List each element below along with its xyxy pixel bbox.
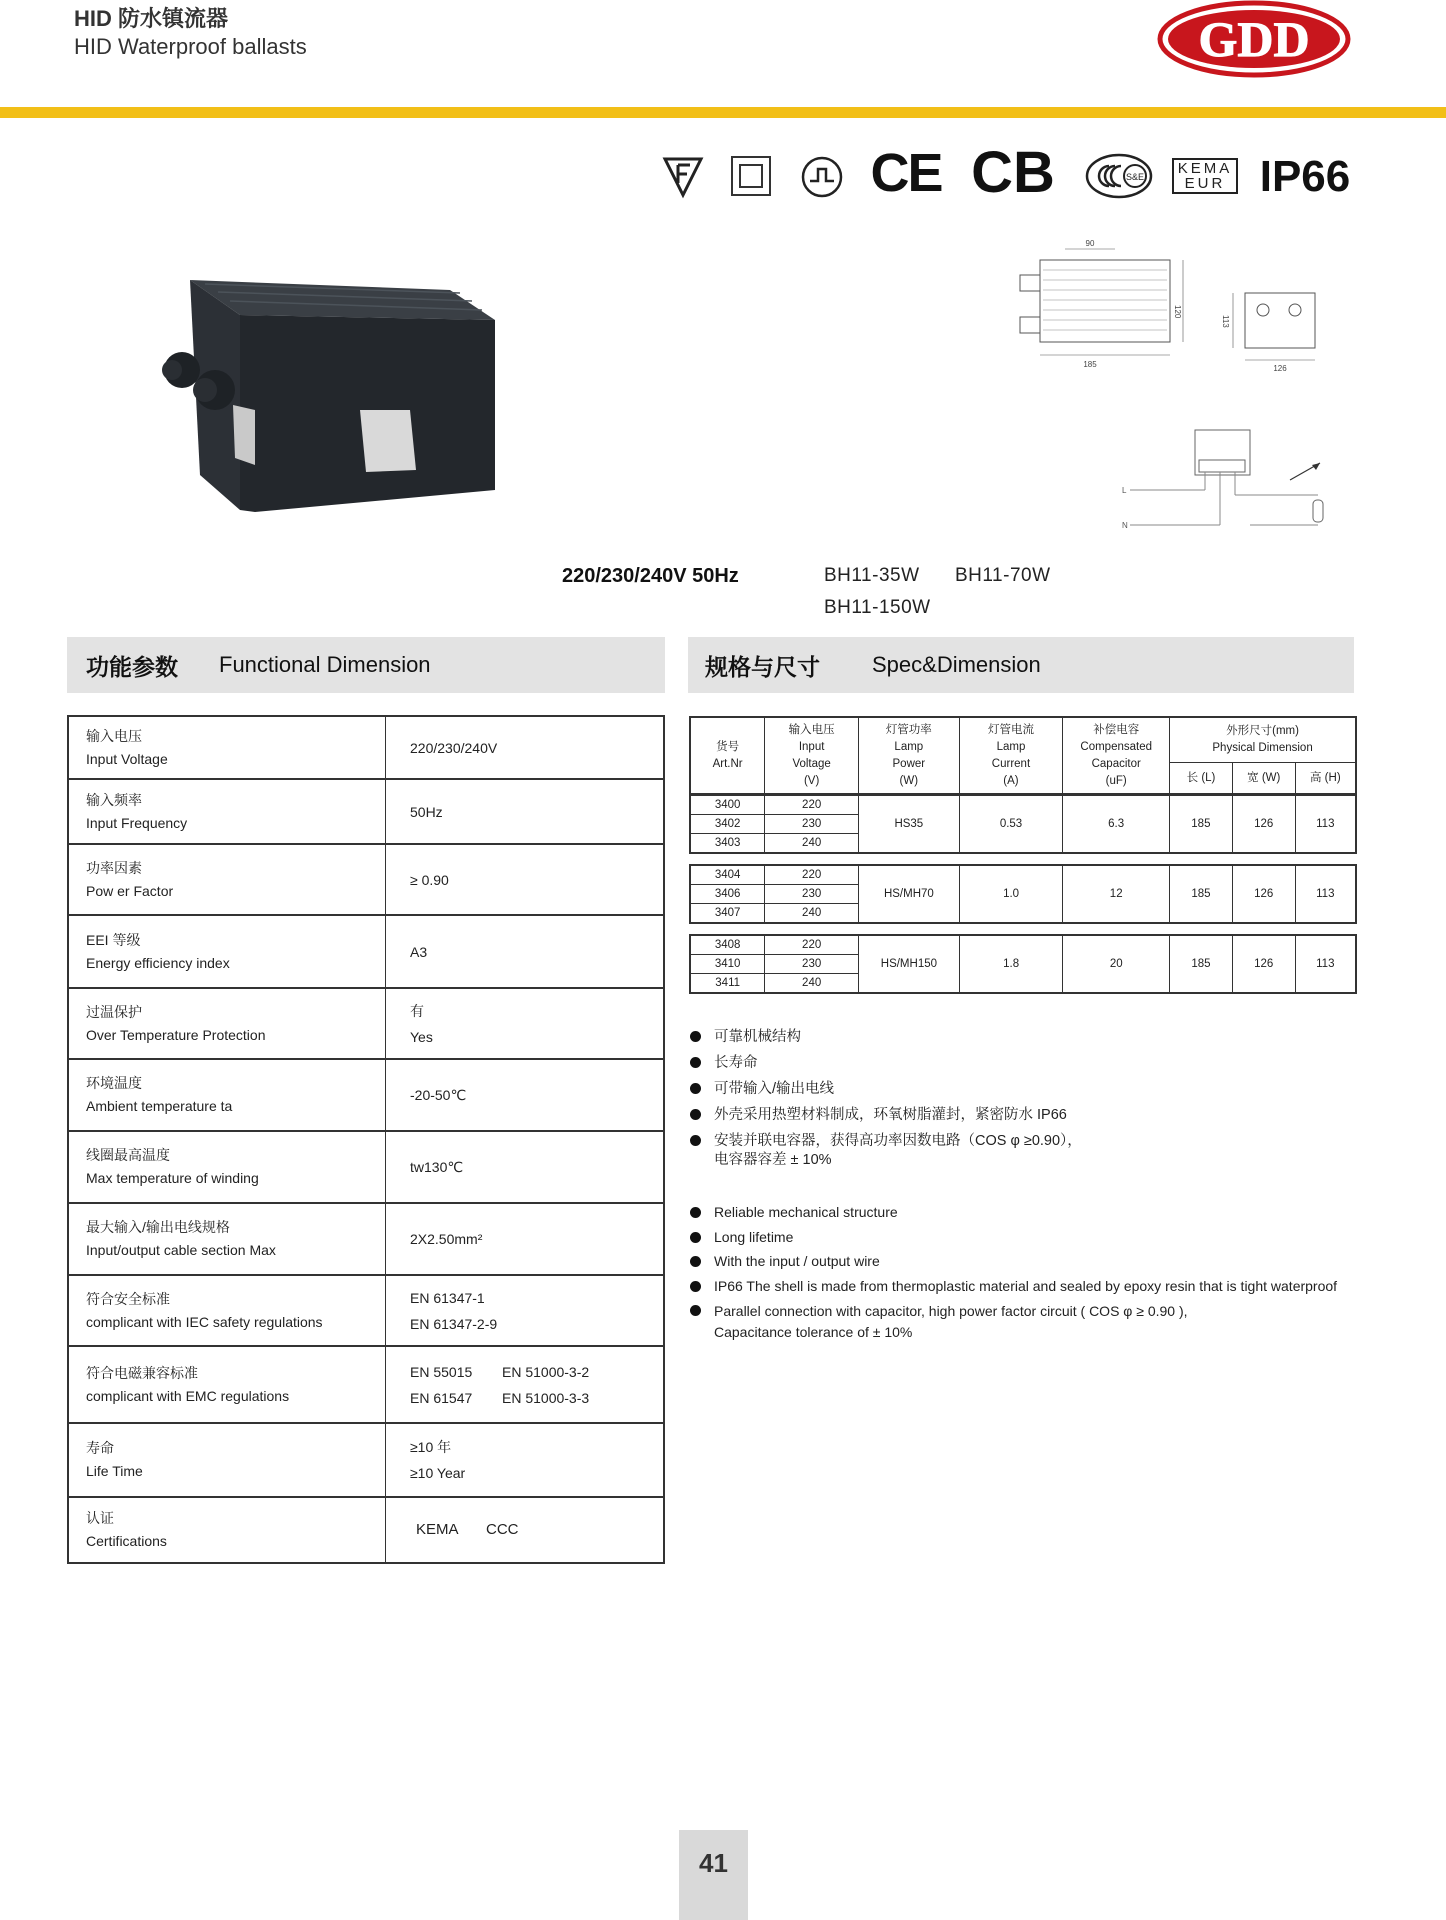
page-number-box bbox=[679, 1830, 748, 1920]
model-35w: BH11-35W bbox=[824, 565, 920, 586]
label-cn: 线圈最高温度 bbox=[86, 1147, 170, 1163]
value-cell bbox=[386, 915, 665, 988]
header-text: 灯管功率 bbox=[885, 723, 932, 736]
art-nr: 3406 bbox=[691, 885, 764, 904]
label-cell bbox=[68, 779, 386, 844]
width-value: 126 bbox=[1232, 796, 1295, 854]
header-art bbox=[690, 717, 765, 794]
label-cn: 功率因素 bbox=[86, 859, 142, 876]
header-text: Input bbox=[798, 740, 825, 753]
spec-header-row bbox=[690, 717, 1356, 763]
label-cell bbox=[68, 844, 386, 915]
height-value: 113 bbox=[1295, 935, 1356, 993]
list-item: With the input / output wire bbox=[690, 1249, 1337, 1274]
value-text: EN 61347-2-9 bbox=[410, 1315, 498, 1332]
value-text: tw130℃ bbox=[410, 1159, 464, 1175]
voltage-value: 220 bbox=[765, 866, 858, 885]
art-nr: 3407 bbox=[714, 907, 741, 919]
table-row bbox=[68, 1275, 664, 1346]
dim-top-label: 90 bbox=[1085, 239, 1095, 248]
capacitor-value: 20 bbox=[1063, 935, 1170, 993]
value-text: ≥10 年 bbox=[410, 1439, 452, 1455]
lamp-power: HS35 bbox=[858, 796, 959, 854]
lamp-power: HS/MH150 bbox=[858, 935, 959, 993]
functional-header-cn: 功能参数 bbox=[86, 653, 178, 680]
ce-mark: CE bbox=[870, 143, 942, 203]
list-item-line: Capacitance tolerance of ± 10% bbox=[714, 1324, 913, 1340]
header-capacitor bbox=[1063, 717, 1170, 794]
label-en: Input/output cable section Max bbox=[86, 1242, 276, 1258]
dim-height-label: 120 bbox=[1173, 305, 1182, 319]
functional-header-en: Functional Dimension bbox=[219, 652, 431, 677]
label-cn: 符合电磁兼容标准 bbox=[86, 1364, 198, 1381]
header-title-en: HID Waterproof ballasts bbox=[74, 34, 307, 59]
voltage-value: 220 bbox=[765, 796, 858, 815]
spec-table bbox=[689, 716, 1357, 994]
label-cell bbox=[68, 1423, 386, 1497]
value-cell bbox=[386, 1131, 665, 1203]
model-150w: BH11-150W bbox=[824, 597, 931, 618]
table-row bbox=[68, 915, 664, 988]
header-height: 高 (H) bbox=[1295, 763, 1356, 795]
voltage-frequency: 220/230/240V 50Hz bbox=[562, 565, 739, 587]
logo-text: GDD bbox=[1198, 11, 1310, 67]
capacitor-value: 12 bbox=[1063, 865, 1170, 923]
table-row bbox=[68, 1346, 664, 1423]
list-item bbox=[690, 1128, 1082, 1170]
dim-length-label: 185 bbox=[1083, 360, 1097, 369]
header-text: Power bbox=[892, 757, 926, 770]
lamp-current: 1.0 bbox=[959, 865, 1063, 923]
list-item-line: 电容器容差 ± 10% bbox=[714, 1152, 832, 1168]
label-en: complicant with IEC safety regulations bbox=[86, 1313, 323, 1330]
label-cell bbox=[68, 988, 386, 1059]
header-width: 宽 (W) bbox=[1232, 763, 1295, 795]
label-cell bbox=[68, 716, 386, 779]
height-value: 113 bbox=[1295, 796, 1356, 854]
spec-dimension-header bbox=[688, 637, 1354, 693]
header-voltage bbox=[765, 717, 859, 794]
art-nr: 3400 bbox=[691, 796, 764, 815]
art-nr: 3403 bbox=[714, 837, 741, 849]
art-nr: 3410 bbox=[691, 955, 764, 974]
spec-header-en: Spec&Dimension bbox=[872, 652, 1041, 677]
header-text: (uF) bbox=[1105, 774, 1127, 787]
header-text: Capacitor bbox=[1091, 757, 1141, 770]
dimension-drawing bbox=[1015, 235, 1335, 375]
double-insulation-icon bbox=[730, 155, 772, 197]
value-text: EN 51000-3-2 bbox=[502, 1363, 590, 1380]
value-cell bbox=[386, 1203, 665, 1275]
table-row bbox=[68, 844, 664, 915]
list-item: Reliable mechanical structure bbox=[690, 1200, 1337, 1225]
label-cn: 输入频率 bbox=[86, 791, 142, 808]
functional-dimension-header bbox=[67, 637, 665, 693]
value-text: EN 51000-3-3 bbox=[502, 1389, 590, 1406]
dim-side-height-label: 113 bbox=[1221, 315, 1230, 328]
height-value: 113 bbox=[1295, 865, 1356, 923]
cccse-label: S&E bbox=[1125, 172, 1145, 182]
value-cell bbox=[386, 1423, 665, 1497]
spec-group-150w bbox=[689, 934, 1357, 994]
list-item: Long lifetime bbox=[690, 1225, 1337, 1250]
wire-l-label: L bbox=[1122, 486, 1127, 495]
kema-mark bbox=[1172, 158, 1238, 194]
table-row bbox=[68, 1131, 664, 1203]
header-current bbox=[959, 717, 1063, 794]
spec-header-cn: 规格与尺寸 bbox=[705, 653, 820, 680]
page-number: 41 bbox=[699, 1848, 728, 1878]
header-length: 长 (L) bbox=[1170, 763, 1233, 795]
label-en: Max temperature of winding bbox=[86, 1170, 259, 1186]
label-en: Input Frequency bbox=[86, 814, 188, 831]
value-cell bbox=[386, 716, 665, 779]
features-en-list bbox=[690, 1200, 1337, 1343]
capacitor-value: 6.3 bbox=[1063, 796, 1170, 854]
header-text: 灯管电流 bbox=[987, 723, 1034, 736]
art-nr: 3404 bbox=[691, 866, 764, 885]
label-en: Certifications bbox=[86, 1533, 167, 1549]
label-en: Ambient temperature ta bbox=[86, 1098, 233, 1114]
art-nr: 3402 bbox=[691, 815, 764, 834]
label-cn: 环境温度 bbox=[86, 1075, 142, 1091]
art-nr: 3411 bbox=[715, 977, 741, 989]
cb-mark: CB bbox=[971, 139, 1055, 205]
model-70w: BH11-70W bbox=[955, 565, 1051, 586]
value-text: CCC bbox=[486, 1521, 519, 1538]
value-cell bbox=[386, 988, 665, 1059]
label-cell bbox=[68, 1275, 386, 1346]
value-cell bbox=[386, 779, 665, 844]
list-item bbox=[690, 1298, 1337, 1343]
list-item: 可靠机械结构 bbox=[690, 1024, 1082, 1050]
list-item-line: Parallel connection with capacitor, high power factor circuit ( COS φ ≥ 0.90 ), bbox=[714, 1303, 1188, 1319]
header-text: Art.Nr bbox=[712, 757, 743, 770]
value-text: Yes bbox=[410, 1028, 433, 1045]
ip66-mark: IP66 bbox=[1259, 152, 1351, 201]
value-text: 有 bbox=[410, 1002, 424, 1019]
header-title-cn: HID 防水镇流器 bbox=[74, 6, 229, 31]
header-text: Lamp bbox=[996, 740, 1026, 753]
table-row bbox=[68, 716, 664, 779]
voltage-value: 220 bbox=[765, 936, 858, 955]
functional-table bbox=[67, 715, 665, 1564]
value-text: EN 55015 bbox=[410, 1363, 473, 1380]
gdd-logo bbox=[1156, 0, 1352, 78]
voltage-value: 230 bbox=[765, 815, 858, 834]
table-row bbox=[68, 1203, 664, 1275]
table-row bbox=[68, 1497, 664, 1563]
header-text: Physical Dimension bbox=[1212, 742, 1313, 754]
kema-bottom-label: EUR bbox=[1184, 175, 1226, 192]
label-cn: 输入电压 bbox=[86, 727, 142, 744]
label-en: Pow er Factor bbox=[86, 882, 174, 899]
header-text: Voltage bbox=[792, 757, 831, 770]
value-text: 2X2.50mm² bbox=[410, 1231, 483, 1247]
art-cell bbox=[690, 865, 765, 923]
header-text: 补偿电容 bbox=[1093, 723, 1140, 736]
label-cn: 认证 bbox=[86, 1510, 114, 1526]
label-cell bbox=[68, 915, 386, 988]
table-row bbox=[68, 779, 664, 844]
list-item: 可带输入/输出电线 bbox=[690, 1076, 1082, 1102]
header-text: Lamp bbox=[894, 740, 924, 753]
voltage-value: 240 bbox=[802, 837, 822, 849]
voltage-value: 230 bbox=[765, 885, 858, 904]
list-item-line: 安装并联电容器，获得高功率因数电路（COS φ ≥0.90）， bbox=[714, 1133, 1082, 1149]
table-row bbox=[68, 988, 664, 1059]
length-value: 185 bbox=[1169, 796, 1232, 854]
wire-n-label: N bbox=[1122, 521, 1128, 530]
table-row bbox=[690, 796, 1356, 854]
product-photo bbox=[160, 260, 520, 520]
header-text: 货号 bbox=[716, 740, 740, 753]
label-en: Energy efficiency index bbox=[86, 954, 230, 971]
thermal-protection-icon bbox=[800, 155, 844, 199]
spec-group-35w bbox=[689, 795, 1357, 854]
label-en: Input Voltage bbox=[86, 750, 168, 767]
voltage-cell bbox=[765, 865, 859, 923]
label-cell bbox=[68, 1346, 386, 1423]
value-cell bbox=[386, 1275, 665, 1346]
value-text: 220/230/240V bbox=[410, 739, 498, 756]
table-row bbox=[68, 1423, 664, 1497]
table-row bbox=[690, 865, 1356, 923]
table-row bbox=[690, 935, 1356, 993]
label-cell bbox=[68, 1203, 386, 1275]
header-text: (V) bbox=[803, 774, 820, 787]
value-cell bbox=[386, 1059, 665, 1131]
voltage-cell bbox=[765, 796, 859, 854]
label-cell bbox=[68, 1131, 386, 1203]
width-value: 126 bbox=[1232, 935, 1295, 993]
label-cn: 符合安全标准 bbox=[86, 1290, 170, 1307]
header-text: (W) bbox=[899, 774, 919, 787]
label-cell bbox=[68, 1497, 386, 1563]
spec-group-70w bbox=[689, 864, 1357, 924]
kema-top-label: KEMA bbox=[1177, 160, 1233, 177]
value-cell bbox=[386, 844, 665, 915]
voltage-value: 230 bbox=[765, 955, 858, 974]
label-en: Life Time bbox=[86, 1463, 143, 1479]
value-text: ≥ 0.90 bbox=[410, 871, 449, 888]
spec-header-table bbox=[689, 716, 1357, 795]
header-text: 外形尺寸(mm) bbox=[1226, 725, 1299, 737]
width-value: 126 bbox=[1232, 865, 1295, 923]
value-text: EN 61547 bbox=[410, 1389, 473, 1406]
value-cell bbox=[386, 1497, 665, 1563]
label-cn: 最大输入/输出电线规格 bbox=[86, 1219, 230, 1235]
wiring-diagram bbox=[1120, 425, 1340, 535]
list-item: 外壳采用热塑材料制成，环氧树脂灌封，紧密防水 IP66 bbox=[690, 1102, 1082, 1128]
header-power bbox=[858, 717, 959, 794]
features-cn-list bbox=[690, 1024, 1082, 1170]
value-text: KEMA bbox=[416, 1521, 459, 1538]
art-nr: 3408 bbox=[691, 936, 764, 955]
label-cn: EEI 等级 bbox=[86, 931, 141, 948]
ccc-mark-icon bbox=[1085, 152, 1153, 200]
label-en: Over Temperature Protection bbox=[86, 1026, 266, 1043]
table-row bbox=[68, 1059, 664, 1131]
value-cell bbox=[386, 1346, 665, 1423]
dim-width-label: 126 bbox=[1273, 364, 1287, 373]
lamp-current: 0.53 bbox=[959, 796, 1063, 854]
list-item: IP66 The shell is made from thermoplastic material and sealed by epoxy resin that is tight waterproof bbox=[690, 1274, 1337, 1299]
length-value: 185 bbox=[1170, 935, 1233, 993]
lamp-current: 1.8 bbox=[959, 935, 1063, 993]
header-text: Current bbox=[991, 757, 1031, 770]
header-text: (A) bbox=[1003, 774, 1019, 787]
label-cn: 过温保护 bbox=[86, 1003, 142, 1020]
art-cell bbox=[690, 935, 765, 993]
length-value: 185 bbox=[1170, 865, 1233, 923]
value-text: EN 61347-1 bbox=[410, 1289, 485, 1306]
list-item: 长寿命 bbox=[690, 1050, 1082, 1076]
header-accent-bar bbox=[0, 107, 1446, 118]
header-text: Compensated bbox=[1080, 740, 1153, 753]
f-mark-icon bbox=[662, 153, 704, 199]
voltage-cell bbox=[765, 935, 859, 993]
voltage-value: 240 bbox=[802, 907, 822, 919]
value-text: ≥10 Year bbox=[410, 1465, 466, 1481]
header-dimension bbox=[1170, 717, 1356, 763]
value-text: A3 bbox=[410, 943, 428, 960]
value-text: 50Hz bbox=[410, 803, 443, 820]
value-text: -20-50℃ bbox=[410, 1087, 467, 1103]
art-cell bbox=[690, 796, 765, 854]
header-text: 输入电压 bbox=[788, 723, 835, 736]
lamp-power: HS/MH70 bbox=[858, 865, 959, 923]
label-en: complicant with EMC regulations bbox=[86, 1387, 290, 1404]
voltage-value: 240 bbox=[802, 977, 822, 989]
label-cn: 寿命 bbox=[86, 1440, 114, 1456]
label-cell bbox=[68, 1059, 386, 1131]
